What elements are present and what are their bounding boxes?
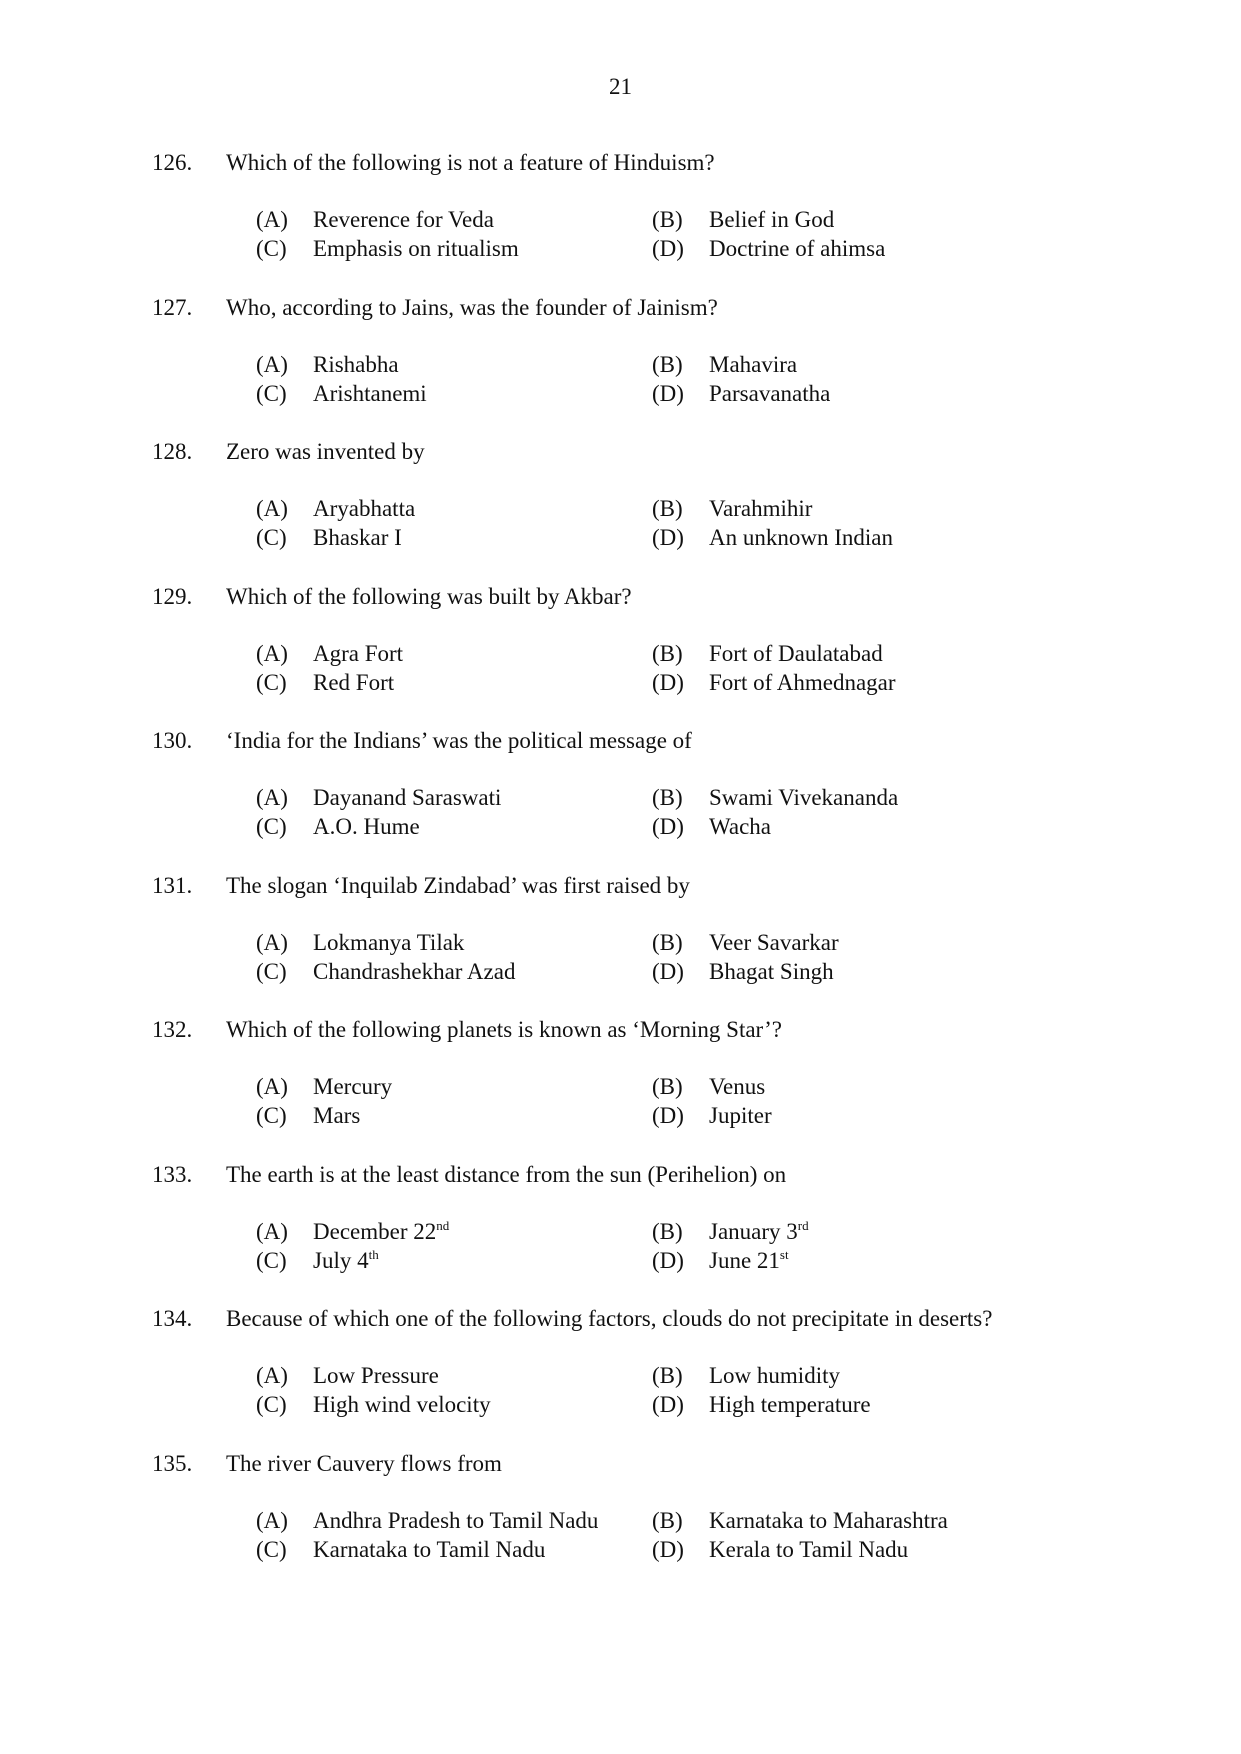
option-text: Varahmihir xyxy=(709,496,813,521)
option-text: Venus xyxy=(709,1074,766,1099)
option-text: Mars xyxy=(313,1103,361,1128)
option-text: High wind velocity xyxy=(313,1392,491,1417)
option-letter: (D) xyxy=(652,814,684,839)
option-letter: (D) xyxy=(652,1103,684,1128)
option-text: Lokmanya Tilak xyxy=(313,929,465,955)
option-text: Parsavanatha xyxy=(709,380,831,406)
option-text: Chandrashekhar Azad xyxy=(313,958,516,984)
option-letter: (C) xyxy=(256,1392,287,1417)
option-text: January 3rd xyxy=(709,1217,809,1244)
question-130 xyxy=(0,726,1241,871)
option-text: Belief in God xyxy=(709,207,835,232)
option-letter: (D) xyxy=(652,236,684,261)
question-text: Zero was invented by xyxy=(226,439,425,464)
question-number: 126. xyxy=(152,150,193,175)
option-text: Aryabhatta xyxy=(313,496,416,521)
option-text: Karnataka to Maharashtra xyxy=(709,1507,948,1533)
option-text: Bhagat Singh xyxy=(709,958,834,984)
option-letter: (A) xyxy=(256,785,288,810)
question-text: Which of the following planets is known as ‘Morning Star’? xyxy=(226,1017,782,1042)
option-text: Low Pressure xyxy=(313,1363,439,1388)
option-text: Rishabha xyxy=(313,351,399,377)
option-letter: (C) xyxy=(256,958,287,984)
option-text: July 4th xyxy=(313,1246,379,1273)
option-letter: (D) xyxy=(652,1392,684,1417)
option-text: Arishtanemi xyxy=(313,380,427,406)
option-text: Agra Fort xyxy=(313,640,404,666)
option-letter: (B) xyxy=(652,785,683,810)
question-126 xyxy=(0,148,1241,293)
page-number: 21 xyxy=(609,74,632,99)
option-text: Low humidity xyxy=(709,1363,840,1388)
option-letter: (B) xyxy=(652,1218,683,1244)
question-number: 134. xyxy=(152,1306,193,1331)
option-letter: (A) xyxy=(256,496,288,521)
option-letter: (B) xyxy=(652,351,683,377)
option-text: Andhra Pradesh to Tamil Nadu xyxy=(313,1507,599,1533)
option-letter: (D) xyxy=(652,1536,684,1562)
option-text: Doctrine of ahimsa xyxy=(709,236,886,261)
question-127 xyxy=(0,293,1241,438)
option-letter: (A) xyxy=(256,1363,288,1388)
question-128 xyxy=(0,437,1241,582)
option-text: Veer Savarkar xyxy=(709,929,839,955)
option-letter: (D) xyxy=(652,958,684,984)
option-text: Mahavira xyxy=(709,351,798,377)
option-letter: (A) xyxy=(256,1218,288,1244)
question-132 xyxy=(0,1015,1241,1160)
option-letter: (C) xyxy=(256,1103,287,1128)
option-letter: (C) xyxy=(256,669,287,695)
option-letter: (A) xyxy=(256,1507,288,1533)
option-letter: (A) xyxy=(256,929,288,955)
option-letter: (C) xyxy=(256,814,287,839)
option-text: Reverence for Veda xyxy=(313,207,494,232)
option-text: Red Fort xyxy=(313,669,395,695)
question-number: 129. xyxy=(152,583,193,609)
option-letter: (A) xyxy=(256,207,288,232)
option-text: An unknown Indian xyxy=(709,525,893,550)
question-135 xyxy=(0,1449,1241,1594)
option-text: Karnataka to Tamil Nadu xyxy=(313,1536,546,1562)
option-text: A.O. Hume xyxy=(313,814,420,839)
option-letter: (D) xyxy=(652,1247,684,1273)
question-number: 133. xyxy=(152,1161,193,1187)
option-text: Bhaskar I xyxy=(313,525,402,550)
option-letter: (A) xyxy=(256,351,288,377)
option-letter: (B) xyxy=(652,1074,683,1099)
question-number: 128. xyxy=(152,439,193,464)
option-text: Swami Vivekananda xyxy=(709,785,899,810)
question-number: 135. xyxy=(152,1450,193,1476)
option-letter: (B) xyxy=(652,207,683,232)
option-letter: (C) xyxy=(256,1536,287,1562)
option-letter: (B) xyxy=(652,496,683,521)
option-letter: (C) xyxy=(256,525,287,550)
option-text: Emphasis on ritualism xyxy=(313,236,519,261)
question-133 xyxy=(0,1160,1241,1305)
question-129 xyxy=(0,582,1241,727)
question-text: The earth is at the least distance from the sun (Perihelion) on xyxy=(226,1161,787,1187)
question-number: 132. xyxy=(152,1017,193,1042)
option-text: December 22nd xyxy=(313,1217,450,1244)
option-text: Kerala to Tamil Nadu xyxy=(709,1536,909,1562)
option-text: Fort of Daulatabad xyxy=(709,640,883,666)
option-letter: (C) xyxy=(256,1247,287,1273)
question-text: Which of the following was built by Akbar? xyxy=(226,583,632,609)
question-number: 131. xyxy=(152,872,193,898)
option-letter: (A) xyxy=(256,1074,288,1099)
option-text: High temperature xyxy=(709,1392,871,1417)
option-letter: (B) xyxy=(652,1507,683,1533)
option-text: Fort of Ahmednagar xyxy=(709,669,896,695)
question-134 xyxy=(0,1304,1241,1449)
option-letter: (B) xyxy=(652,1363,683,1388)
question-list xyxy=(0,148,1241,1593)
question-text: Which of the following is not a feature of Hinduism? xyxy=(226,150,715,175)
question-text: ‘India for the Indians’ was the political message of xyxy=(226,728,692,753)
question-text: Because of which one of the following factors, clouds do not precipitate in deserts? xyxy=(226,1306,993,1331)
question-number: 130. xyxy=(152,728,193,753)
option-letter: (B) xyxy=(652,640,683,666)
option-letter: (D) xyxy=(652,669,684,695)
option-letter: (A) xyxy=(256,640,288,666)
question-131 xyxy=(0,871,1241,1016)
option-letter: (C) xyxy=(256,380,287,406)
option-text: Jupiter xyxy=(709,1103,772,1128)
option-text: June 21st xyxy=(709,1246,789,1273)
question-text: The slogan ‘Inquilab Zindabad’ was first raised by xyxy=(226,872,690,898)
option-text: Wacha xyxy=(709,814,771,839)
option-letter: (C) xyxy=(256,236,287,261)
question-number: 127. xyxy=(152,294,193,320)
option-letter: (D) xyxy=(652,380,684,406)
question-text: Who, according to Jains, was the founder of Jainism? xyxy=(226,294,718,320)
option-text: Mercury xyxy=(313,1074,393,1099)
option-letter: (B) xyxy=(652,929,683,955)
option-letter: (D) xyxy=(652,525,684,550)
option-text: Dayanand Saraswati xyxy=(313,785,502,810)
question-text: The river Cauvery flows from xyxy=(226,1450,502,1476)
